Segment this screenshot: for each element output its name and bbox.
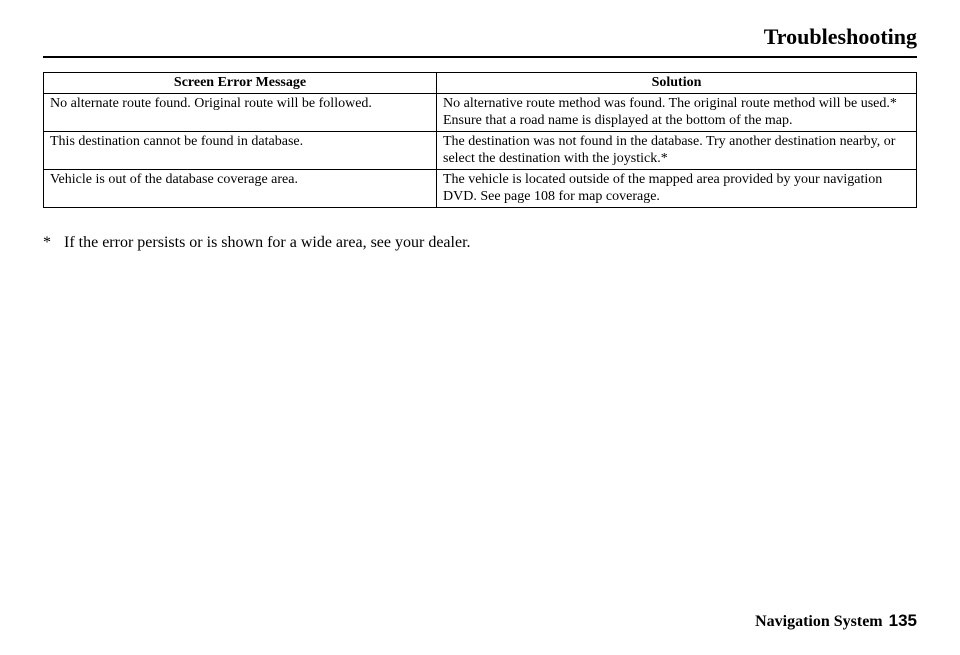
solution-text: The vehicle is located outside of the mapped area provided by your navigation DVD. See page 108 for map coverage. xyxy=(443,172,883,204)
column-header-solution: Solution xyxy=(437,73,917,94)
page-number: 135 xyxy=(888,611,917,630)
page-title: Troubleshooting xyxy=(763,24,917,49)
footnote-marker: * xyxy=(43,234,51,251)
solution-text: Ensure that a road name is displayed at the bottom of the map. xyxy=(443,113,793,128)
solution-text: The destination was not found in the database. Try another destination nearby, or select the destination with the joystick.* xyxy=(443,134,896,166)
table-row xyxy=(44,132,917,170)
solution-cell xyxy=(437,132,917,170)
footnote-text: If the error persists or is shown for a wide area, see your dealer. xyxy=(64,234,471,251)
title-divider xyxy=(43,56,917,58)
table-row xyxy=(44,94,917,132)
error-message-cell: Vehicle is out of the database coverage area. xyxy=(44,170,437,208)
table-header-row xyxy=(44,73,917,94)
solution-text: No alternative route method was found. The original route method will be used.* xyxy=(443,96,897,111)
footnote xyxy=(43,234,471,252)
footer-section-name: Navigation System xyxy=(755,613,883,630)
error-message-table xyxy=(43,72,917,208)
column-header-error-message: Screen Error Message xyxy=(44,73,437,94)
solution-cell xyxy=(437,94,917,132)
solution-cell xyxy=(437,170,917,208)
page-footer xyxy=(755,612,917,631)
error-message-cell: This destination cannot be found in database. xyxy=(44,132,437,170)
table-row xyxy=(44,170,917,208)
error-message-cell: No alternate route found. Original route will be followed. xyxy=(44,94,437,132)
